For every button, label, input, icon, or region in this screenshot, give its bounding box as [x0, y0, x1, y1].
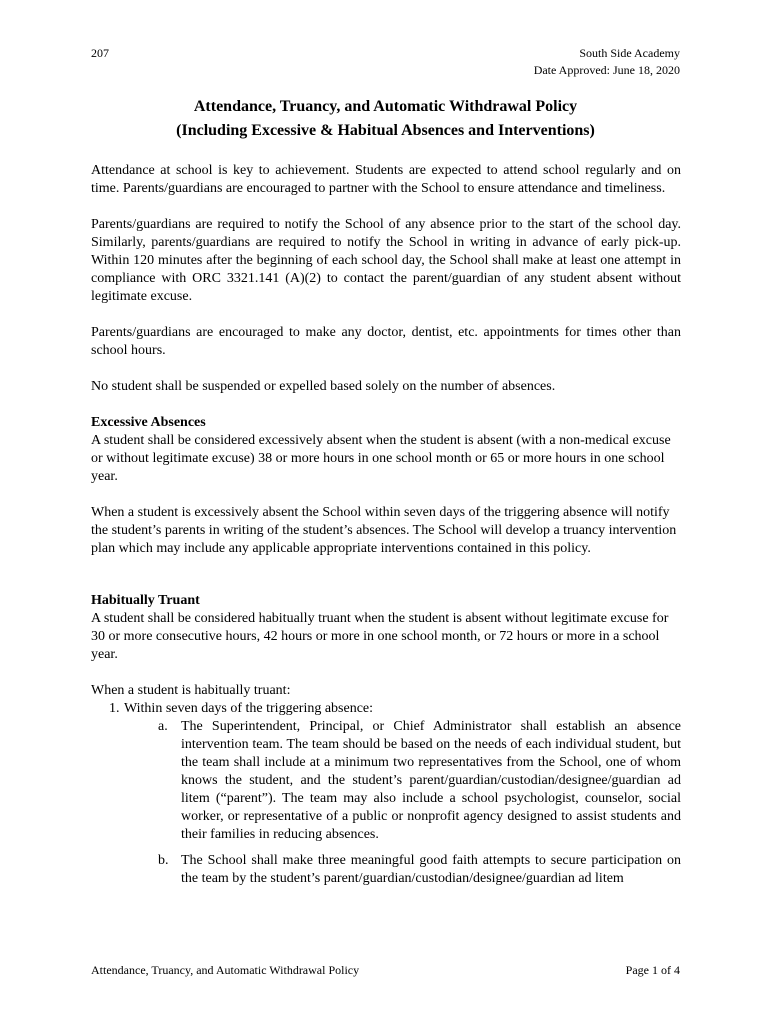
heading-excessive-absences: Excessive Absences: [91, 415, 206, 430]
paragraph-attendance: Attendance at school is key to achievement. Students are expected to attend school regularly and on time. Parents/guardians are encouraged to partner with the School to ensure attendance and timeliness.: [91, 163, 681, 196]
list-item-text: Within seven days of the triggering absence:: [124, 701, 374, 716]
sublist-item-text: The Superintendent, Principal, or Chief Administrator shall establish an absence intervention team. The team should be based on the needs of each individual student, but the team shall include at a minimum two representatives from the School, one of whom knows the student, and the student’s parent/guardian/custodian/designee/guardian ad litem (“parent”). The team may also include a school psychologist, counselor, social worker, or representative of a public or nonprofit agency designed to assist students and their families in reducing absences.: [181, 719, 681, 842]
sublist-letter: a.: [158, 719, 168, 734]
paragraph-notification: Parents/guardians are required to notify the School of any absence prior to the start of the school day. Similarly, parents/guardians are required to notify the School in writing in advance of early pick-up. Within 120 minutes after the beginning of each school day, the School shall make at least one attempt in compliance with ORC 3321.141 (A)(2) to contact the parent/guardian of any student absent without legitimate excuse.: [91, 217, 681, 304]
sublist-item-b: [91, 852, 681, 888]
sublist-letter: b.: [158, 853, 169, 868]
list-item: [91, 700, 681, 718]
paragraph-appointments: Parents/guardians are encouraged to make any doctor, dentist, etc. appointments for times other than school hours.: [91, 325, 681, 358]
habitual-sublist: [91, 718, 681, 888]
paragraph-excessive-notification: When a student is excessively absent the School within seven days of the triggering absence will notify the student’s parents in writing of the student’s absences. The School will develop a truancy intervention plan which may include any applicable appropriate interventions contained in this policy.: [91, 505, 677, 556]
heading-habitually-truant: Habitually Truant: [91, 593, 200, 608]
document-title: Attendance, Truancy, and Automatic Withdrawal Policy: [193, 98, 578, 115]
header-right: [534, 45, 680, 79]
sublist-item-a: [91, 718, 681, 844]
footer-policy-title: Attendance, Truancy, and Automatic Withdrawal Policy: [91, 963, 360, 977]
school-name: South Side Academy: [579, 46, 680, 60]
paragraph-excessive-definition: A student shall be considered excessively absent when the student is absent (with a non-medical excuse or without legitimate excuse) 38 or more hours in one school month or 65 or more hours in one school year.: [91, 433, 671, 484]
document-subtitle: (Including Excessive & Habitual Absences and Interventions): [176, 122, 595, 139]
habitual-intro: When a student is habitually truant:: [91, 683, 291, 698]
list-number: 1.: [109, 701, 120, 716]
policy-number: 207: [91, 46, 109, 60]
footer-page-number: Page 1 of 4: [625, 963, 680, 977]
sublist-item-text: The School shall make three meaningful good faith attempts to secure participation on the team by the student’s parent/guardian/custodian/designee/guardian ad litem: [181, 853, 681, 886]
document-body: [91, 162, 681, 896]
habitual-list: [91, 700, 681, 718]
paragraph-habitual-definition: A student shall be considered habitually truant when the student is absent without legitimate excuse for 30 or more consecutive hours, 42 hours or more in one school month, or 72 hours or more in a school year.: [91, 611, 669, 662]
paragraph-suspension: No student shall be suspended or expelled based solely on the number of absences.: [91, 379, 556, 394]
date-approved: Date Approved: June 18, 2020: [533, 63, 680, 77]
